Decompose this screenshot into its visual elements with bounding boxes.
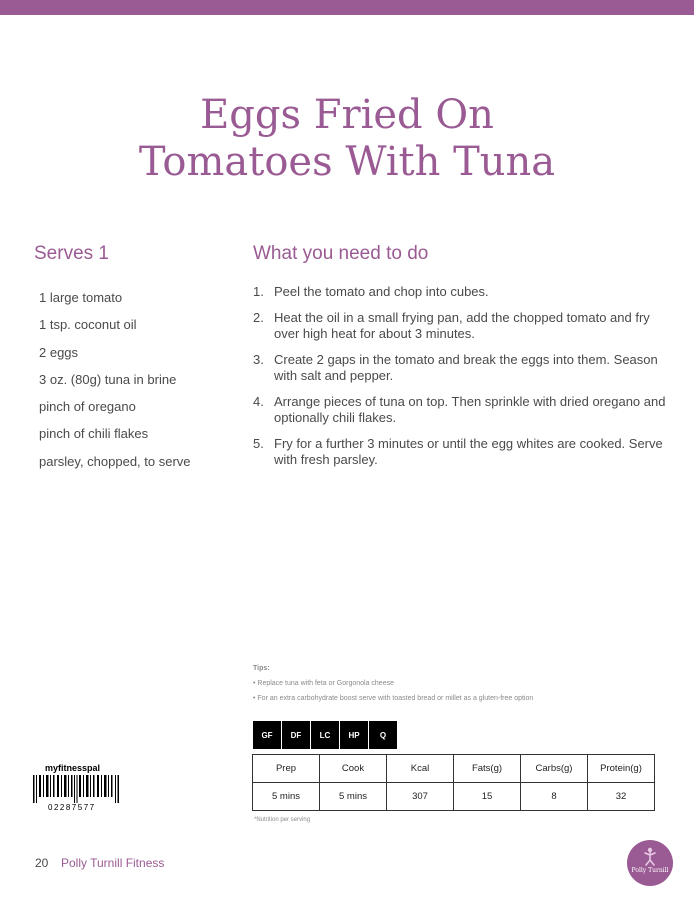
ingredient-item: 3 oz. (80g) tuna in brine	[39, 371, 177, 387]
ingredient-item: parsley, chopped, to serve	[39, 453, 191, 469]
diet-tag-gf: GF	[253, 721, 281, 749]
ingredient-list	[39, 290, 191, 481]
step-text: Peel the tomato and chop into cubes.	[274, 284, 489, 299]
method-heading: What you need to do	[253, 243, 429, 264]
diet-tags	[253, 721, 398, 749]
nutrition-header-cell: Cook	[320, 755, 387, 783]
recipe-title	[0, 92, 694, 186]
nutrition-value-cell: 15	[454, 783, 521, 811]
step-text: Arrange pieces of tuna on top. Then sprinkle with dried oregano and optionally chili flakes.	[274, 394, 666, 425]
nutrition-value-cell: 8	[521, 783, 588, 811]
nutrition-value-cell: 5 mins	[320, 783, 387, 811]
ingredient-item: pinch of oregano	[39, 399, 136, 415]
method-step	[253, 284, 673, 300]
nutrition-header-cell: Protein(g)	[588, 755, 655, 783]
method-step	[253, 436, 673, 468]
footer-brand: Polly Turnill Fitness	[61, 856, 165, 870]
step-number: 4.	[253, 394, 264, 409]
nutrition-header-cell: Carbs(g)	[521, 755, 588, 783]
ingredient-item: 2 eggs	[39, 344, 79, 360]
step-text: Fry for a further 3 minutes or until the egg whites are cooked. Serve with fresh parsley.	[274, 436, 663, 467]
nutrition-header-cell: Prep	[253, 755, 320, 783]
brand-logo	[627, 840, 673, 886]
figure-icon	[627, 840, 673, 886]
logo-text: Polly Turnill	[631, 867, 669, 874]
ingredient-item: 1 large tomato	[39, 290, 123, 305]
ingredient-item: pinch of chili flakes	[39, 426, 149, 442]
nutrition-header-cell: Fats(g)	[454, 755, 521, 783]
method-step	[253, 310, 673, 342]
diet-tag-hp: HP	[340, 721, 368, 749]
nutrition-value-cell: 307	[387, 783, 454, 811]
tip-item: • Replace tuna with feta or Gorgonola cheese	[253, 680, 394, 687]
diet-tag-df: DF	[282, 721, 310, 749]
diet-tag-q: Q	[369, 721, 397, 749]
diet-tag-lc: LC	[311, 721, 339, 749]
serves-heading: Serves 1	[34, 243, 109, 264]
step-text: Heat the oil in a small frying pan, add the chopped tomato and fry over high heat for about 3 minutes.	[274, 310, 650, 341]
step-number: 3.	[253, 352, 264, 367]
nutrition-note: *Nutrition per serving	[254, 817, 311, 823]
recipe-title-line-1: Eggs Fried On	[200, 92, 494, 138]
tips-list	[253, 680, 533, 710]
nutrition-table	[252, 754, 655, 811]
recipe-title-line-2: Tomatoes With Tuna	[138, 139, 556, 185]
tip-item: • For an extra carbohydrate boost serve with toasted bread or millet as a gluten-free option	[253, 695, 534, 702]
page-number: 20	[35, 856, 49, 870]
nutrition-value-cell: 32	[588, 783, 655, 811]
step-number: 5.	[253, 436, 264, 451]
step-number: 1.	[253, 284, 264, 299]
barcode-icon	[33, 775, 119, 803]
nutrition-header-cell: Kcal	[387, 755, 454, 783]
top-accent-bar	[0, 0, 694, 15]
barcode-number: 02287577	[48, 803, 96, 812]
method-steps	[253, 284, 673, 478]
nutrition-value-cell: 5 mins	[253, 783, 320, 811]
step-number: 2.	[253, 310, 264, 325]
nutrition-header-row	[253, 755, 655, 783]
method-step	[253, 352, 673, 384]
nutrition-value-row	[253, 783, 655, 811]
ingredient-item: 1 tsp. coconut oil	[39, 317, 137, 333]
step-text: Create 2 gaps in the tomato and break the eggs into them. Season with salt and pepper.	[274, 352, 658, 383]
method-step	[253, 394, 673, 426]
tips-heading: Tips:	[253, 665, 270, 672]
myfitnesspal-label: myfitnesspal	[45, 763, 101, 773]
